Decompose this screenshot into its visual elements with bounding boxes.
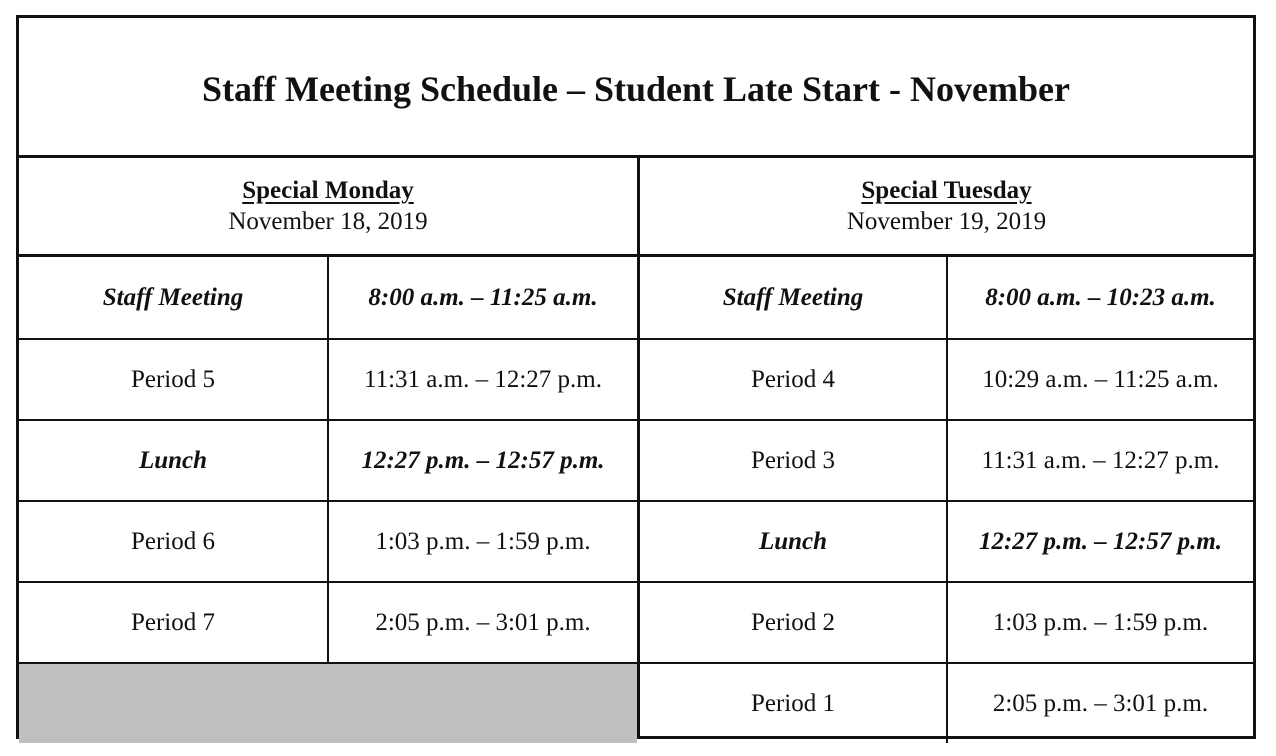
- document-title: Staff Meeting Schedule – Student Late Start - November: [202, 68, 1070, 109]
- table-row: [640, 583, 1253, 664]
- table-row: [640, 502, 1253, 583]
- table-row: [19, 421, 637, 502]
- period-time: 1:03 p.m. – 1:59 p.m.: [992, 608, 1209, 636]
- monday-column: [19, 158, 640, 736]
- period-time: 12:27 p.m. – 12:57 p.m.: [978, 527, 1223, 555]
- period-label: Staff Meeting: [19, 257, 329, 338]
- tuesday-rows: [640, 257, 1253, 743]
- period-label: Period 2: [640, 583, 948, 662]
- table-row: [19, 583, 637, 664]
- tuesday-day-name: Special Tuesday: [861, 177, 1032, 204]
- schedule-table: [16, 15, 1256, 739]
- monday-rows: [19, 257, 637, 743]
- table-row: [19, 340, 637, 421]
- table-row: [640, 340, 1253, 421]
- period-label: Period 5: [19, 340, 329, 419]
- period-label: Period 6: [19, 502, 329, 581]
- period-label: Period 3: [640, 421, 948, 500]
- period-time: 8:00 a.m. – 10:23 a.m.: [985, 283, 1216, 311]
- period-label: Period 4: [640, 340, 948, 419]
- table-row: [640, 257, 1253, 340]
- period-label: Period 7: [19, 583, 329, 662]
- period-time: 11:31 a.m. – 12:27 p.m.: [981, 446, 1220, 474]
- monday-header: [19, 158, 637, 257]
- period-time: 10:29 a.m. – 11:25 a.m.: [982, 365, 1219, 393]
- tuesday-date: November 19, 2019: [846, 208, 1047, 235]
- monday-day-name: Special Monday: [242, 177, 414, 204]
- period-label: Lunch: [640, 502, 948, 581]
- table-row: [640, 664, 1253, 743]
- period-time: 8:00 a.m. – 11:25 a.m.: [368, 283, 598, 311]
- period-time: 11:31 a.m. – 12:27 p.m.: [364, 365, 602, 393]
- empty-cell: [19, 664, 637, 743]
- table-row: [19, 502, 637, 583]
- period-time: 2:05 p.m. – 3:01 p.m.: [992, 689, 1209, 717]
- tuesday-column: [640, 158, 1253, 736]
- tuesday-header: [640, 158, 1253, 257]
- period-label: Period 1: [640, 664, 948, 743]
- title-row: [19, 18, 1253, 158]
- period-label: Staff Meeting: [640, 257, 948, 338]
- table-row: [19, 257, 637, 340]
- period-time: 12:27 p.m. – 12:57 p.m.: [361, 446, 605, 474]
- period-time: 2:05 p.m. – 3:01 p.m.: [375, 608, 591, 636]
- monday-date: November 18, 2019: [228, 208, 428, 235]
- period-time: 1:03 p.m. – 1:59 p.m.: [375, 527, 591, 555]
- table-row: [640, 421, 1253, 502]
- period-label: Lunch: [19, 421, 329, 500]
